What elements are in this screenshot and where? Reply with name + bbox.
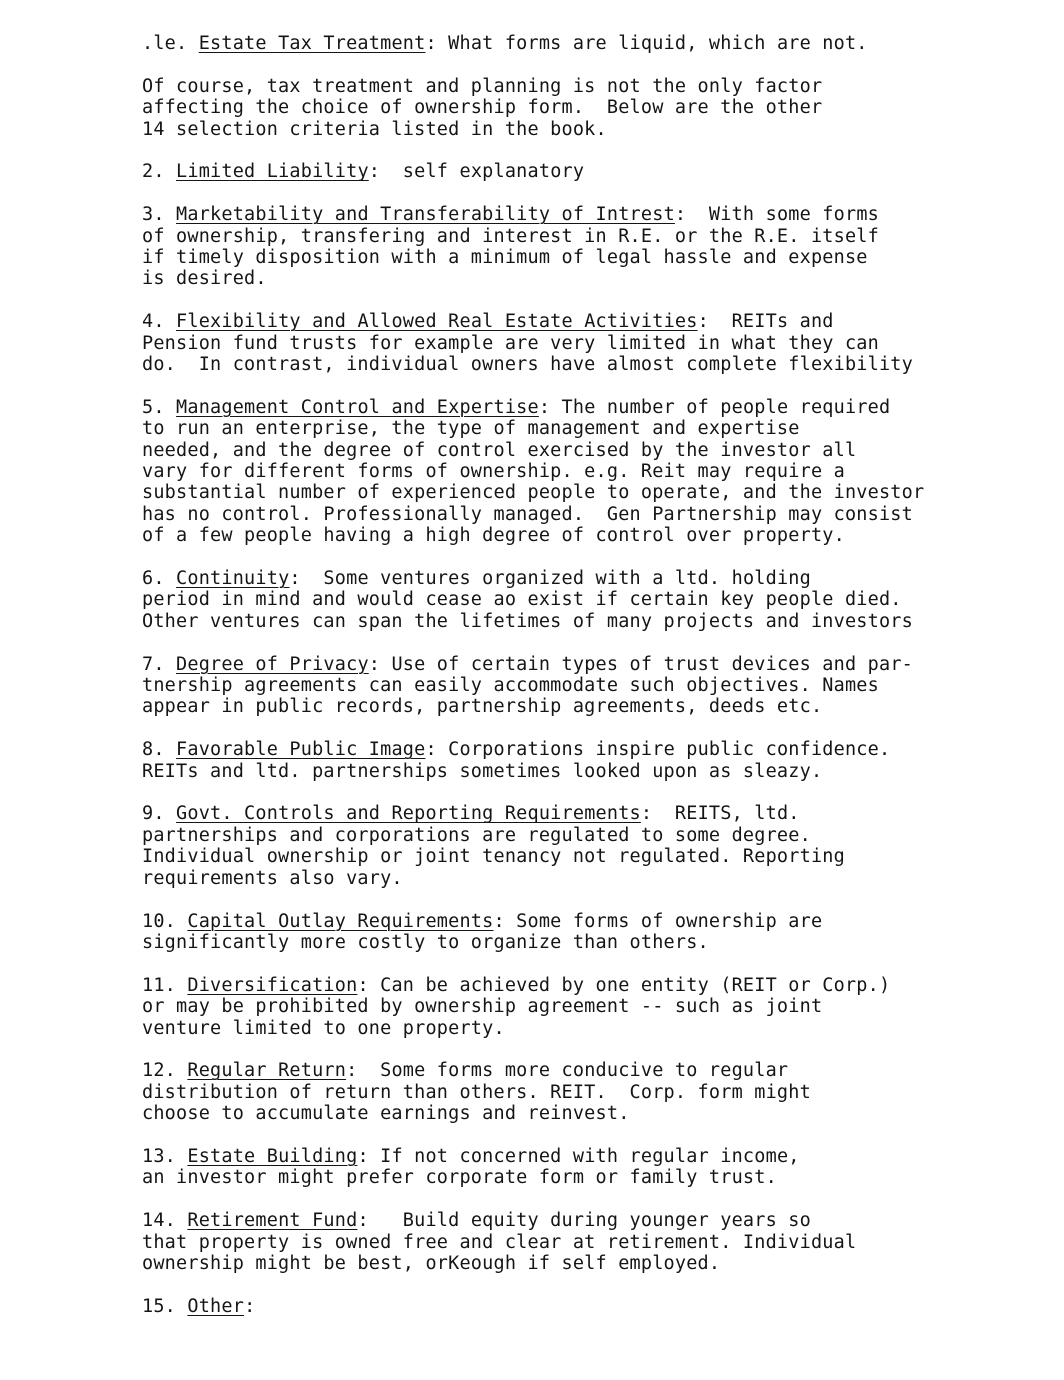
paragraph-line: 14 selection criteria listed in the book. [142,118,607,140]
criteria-number: 2. [142,161,165,183]
criteria-line: do. In contrast, individual owners have almost complete flexibility [142,354,913,376]
paragraph-line: Of course, tax treatment and planning is not the only factor [142,75,823,97]
criteria-heading [142,1296,1042,1317]
criteria-number: 13. [142,1145,177,1167]
criteria-heading [142,1060,1042,1081]
criteria-title: Regular Return [187,1060,347,1082]
criteria-title: Capital Outlay Requirements [187,910,494,932]
criteria-heading [142,803,1042,824]
criteria-heading [142,975,1042,996]
criteria-line: substantial number of experienced people to operate, and the investor [142,482,925,504]
criteria-text: : If not concerned with regular income, [357,1145,800,1167]
criteria-text: : Build equity during younger years so [357,1210,811,1232]
criteria-title: Other [187,1295,245,1317]
criteria-number: 10. [142,910,177,932]
criteria-number: 7. [142,653,165,675]
criteria-line: an investor might prefer corporate form or family trust. [142,1167,777,1189]
criteria-text: : Use of certain types of trust devices and par- [368,653,914,675]
criteria-item [142,1210,1042,1274]
criteria-number: 11. [142,974,177,996]
criteria-title: Diversification [187,974,358,996]
criteria-line: REITs and ltd. partnerships sometimes looked upon as sleazy. [142,760,823,782]
criteria-line: appear in public records, partnership agreements, deeds etc. [142,696,823,718]
criteria-title: Retirement Fund [187,1210,358,1232]
criteria-title: Limited Liability [176,161,369,183]
criteria-line: venture limited to one property. [142,1017,505,1039]
paragraph-line: affecting the choice of ownership form. Below are the other [142,97,823,119]
criteria-line: of ownership, transfering and interest in R.E. or the R.E. itself [142,225,879,247]
intro-number: .le. [142,33,188,54]
criteria-line: Pension fund trusts for example are very limited in what they can [142,332,879,354]
criteria-item [142,204,1042,290]
criteria-number: 12. [142,1060,177,1082]
criteria-line: or may be prohibited by ownership agreement -- such as joint [142,996,823,1018]
criteria-line: needed, and the degree of control exercised by the investor all [142,439,857,461]
criteria-number: 4. [142,311,165,333]
criteria-heading [142,739,1042,760]
criteria-line: Individual ownership or joint tenancy not regulated. Reporting [142,846,845,868]
criteria-list [142,140,1042,1317]
criteria-number: 15. [142,1295,177,1317]
criteria-line: of a few people having a high degree of control over property. [142,525,845,547]
criteria-heading [142,1210,1042,1231]
criteria-heading [142,311,1042,332]
criteria-heading [142,654,1042,675]
criteria-line: to run an enterprise, the type of management and expertise [142,418,800,440]
criteria-text: : With some forms [674,204,879,226]
criteria-line: tnership agreements can easily accommodate such objectives. Names [142,675,879,697]
criteria-line: ownership might be best, orKeough if self employed. [142,1252,721,1274]
criteria-item [142,311,1042,375]
criteria-line: significantly more costly to organize than others. [142,931,709,953]
criteria-title: Management Control and Expertise [176,396,539,418]
criteria-line: period in mind and would cease ao exist if certain key people died. [142,589,902,611]
criteria-number: 9. [142,803,165,825]
criteria-item [142,803,1042,889]
criteria-text: : Can be achieved by one entity (REIT or Corp.) [357,974,891,996]
document-page [142,33,1042,1317]
criteria-title: Continuity [176,568,290,590]
criteria-text: : REITs and [697,311,834,333]
criteria-item [142,975,1042,1039]
criteria-heading [142,1146,1042,1167]
criteria-item [142,1146,1042,1189]
criteria-number: 5. [142,396,165,418]
criteria-title: Degree of Privacy [176,653,369,675]
criteria-item [142,568,1042,632]
criteria-text: : self explanatory [368,161,585,183]
criteria-title: Favorable Public Image [176,739,426,761]
criteria-line: that property is owned free and clear at retirement. Individual [142,1231,857,1253]
criteria-line: is desired. [142,268,267,290]
criteria-line: Other ventures can span the lifetimes of many projects and investors [142,610,913,632]
criteria-number: 3. [142,204,165,226]
criteria-number: 14. [142,1210,177,1232]
criteria-item [142,911,1042,954]
criteria-line: partnerships and corporations are regulated to some degree. [142,824,811,846]
criteria-item [142,1060,1042,1124]
criteria-line: choose to accumulate earnings and reinvest. [142,1103,630,1125]
criteria-item [142,397,1042,547]
criteria-title: Estate Building [187,1145,358,1167]
criteria-heading [142,397,1042,418]
criteria-number: 6. [142,568,165,590]
criteria-line: requirements also vary. [142,867,403,889]
criteria-title: Marketability and Transferability of Intrest [176,204,675,226]
criteria-number: 8. [142,739,165,761]
criteria-line: distribution of return than others. REIT. Corp. form might [142,1081,811,1103]
intro-title: Estate Tax Treatment [198,33,426,54]
criteria-heading [142,204,1042,225]
criteria-line: has no control. Professionally managed. Gen Partnership may consist [142,503,913,525]
criteria-heading [142,911,1042,932]
criteria-item [142,654,1042,718]
criteria-text: : Corporations inspire public confidence. [425,739,891,761]
criteria-heading [142,568,1042,589]
criteria-line: if timely disposition with a minimum of legal hassle and expense [142,247,868,269]
criteria-text: : Some forms of ownership are [493,910,823,932]
criteria-line: vary for different forms of ownership. e.g. Reit may require a [142,461,845,483]
criteria-text: : Some ventures organized with a ltd. holding [289,568,811,590]
intro-paragraph [142,76,1042,140]
intro-heading [142,33,1042,54]
criteria-text: : REITS, ltd. [640,803,800,825]
criteria-text: : [244,1295,256,1317]
criteria-item [142,161,1042,182]
criteria-item [142,739,1042,782]
intro-rest: : What forms are liquid, which are not. [425,33,868,54]
criteria-text: : The number of people required [538,396,891,418]
criteria-item [142,1296,1042,1317]
criteria-title: Govt. Controls and Reporting Requirements [176,803,641,825]
criteria-heading [142,161,1042,182]
criteria-title: Flexibility and Allowed Real Estate Activities [176,311,698,333]
criteria-text: : Some forms more conducive to regular [346,1060,789,1082]
